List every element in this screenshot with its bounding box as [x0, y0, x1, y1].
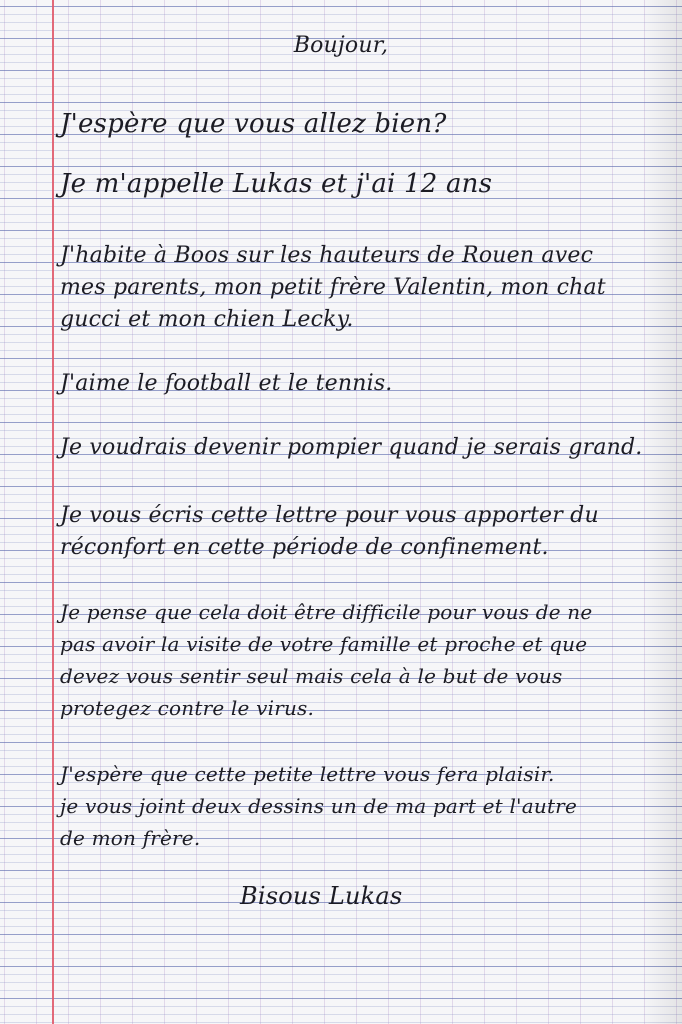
letter-line: mes parents, mon petit frère Valentin, mon chat	[60, 275, 606, 300]
letter-line: J'espère que vous allez bien?	[60, 109, 447, 139]
letter-line: je vous joint deux dessins un de ma part et l'autre	[60, 794, 577, 818]
letter-line: devez vous sentir seul mais cela à le but de vous	[60, 664, 563, 688]
margin-line	[52, 0, 54, 1024]
letter-line: J'aime le football et le tennis.	[60, 371, 393, 396]
letter-line: gucci et mon chien Lecky.	[60, 307, 354, 332]
letter-line: de mon frère.	[60, 826, 201, 850]
letter-line: réconfort en cette période de confinement.	[60, 535, 549, 560]
letter-line: Je pense que cela doit être difficile pour vous de ne	[60, 600, 593, 624]
signature: Bisous Lukas	[240, 882, 403, 910]
letter-line: Je vous écris cette lettre pour vous apporter du	[60, 503, 599, 528]
greeting: Boujour,	[293, 33, 389, 58]
letter-line: J'espère que cette petite lettre vous fera plaisir.	[60, 762, 555, 786]
letter-line: Je m'appelle Lukas et j'ai 12 ans	[60, 169, 493, 199]
letter-line: protegez contre le virus.	[60, 696, 315, 720]
letter-line: J'habite à Boos sur les hauteurs de Rouen avec	[60, 243, 594, 268]
letter-line: pas avoir la visite de votre famille et proche et que	[60, 632, 588, 656]
letter-line: Je voudrais devenir pompier quand je serais grand.	[60, 435, 643, 460]
